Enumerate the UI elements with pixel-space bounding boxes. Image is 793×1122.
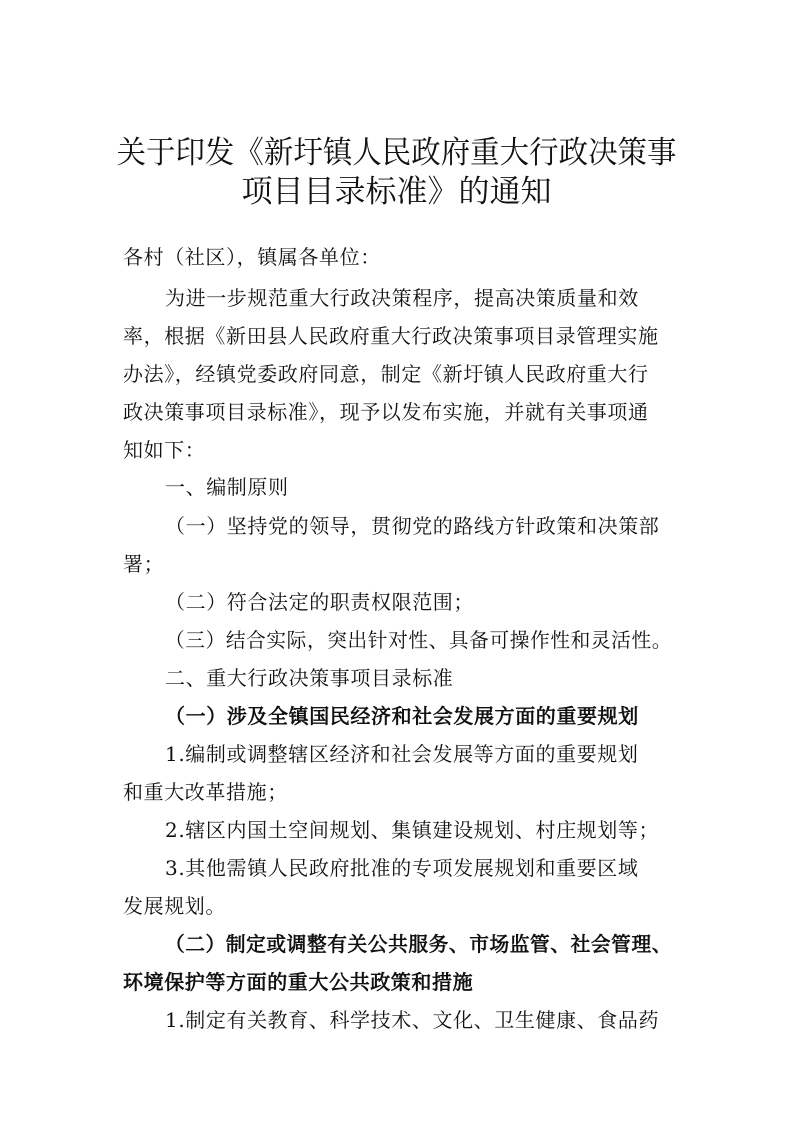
intro-line-4: 政决策事项目录标准》，现予以发布实施，并就有关事项通 [123,400,649,424]
intro-line-1: 为进一步规范重大行政决策程序，提高决策质量和效 [165,286,639,310]
document-title-line-1: 关于印发《新圩镇人民政府重大行政决策事 [116,135,677,171]
item-1-1-line-1: 1.编制或调整辖区经济和社会发展等方面的重要规划 [165,742,639,766]
subsection-1-heading: （一）涉及全镇国民经济和社会发展方面的重要规划 [165,704,639,728]
item-2-1-line-1: 1.制定有关教育、科学技术、文化、卫生健康、食品药 [165,1008,660,1032]
subsection-2-heading-line-1: （二）制定或调整有关公共服务、市场监管、社会管理、 [165,932,672,956]
principle-3: （三）结合实际，突出针对性、具备可操作性和灵活性。 [165,628,672,652]
document-title-line-2: 项目目录标准》的通知 [241,174,552,210]
intro-line-3: 办法》，经镇党委政府同意，制定《新圩镇人民政府重大行 [123,362,649,386]
item-1-3-line-2: 发展规划。 [123,894,226,918]
principle-1-line-1: （一）坚持党的领导，贯彻党的路线方针政策和决策部 [165,514,660,538]
section-2-heading: 二、重大行政决策事项目录标准 [165,666,454,690]
intro-line-5: 知如下： [123,438,206,462]
principle-1-line-2: 署； [123,552,165,576]
subsection-2-heading-line-2: 环境保护等方面的重大公共政策和措施 [123,970,474,994]
item-1-2: 2.辖区内国土空间规划、集镇建设规划、村庄规划等； [165,818,660,842]
salutation: 各村（社区），镇属各单位： [123,245,381,269]
section-1-heading: 一、编制原则 [165,475,289,499]
principle-2: （二）符合法定的职责权限范围； [165,590,474,614]
item-1-3-line-1: 3.其他需镇人民政府批准的专项发展规划和重要区域 [165,856,639,880]
intro-line-2: 率，根据《新田县人民政府重大行政决策事项目录管理实施 [123,324,659,348]
item-1-1-line-2: 和重大改革措施； [123,780,288,804]
